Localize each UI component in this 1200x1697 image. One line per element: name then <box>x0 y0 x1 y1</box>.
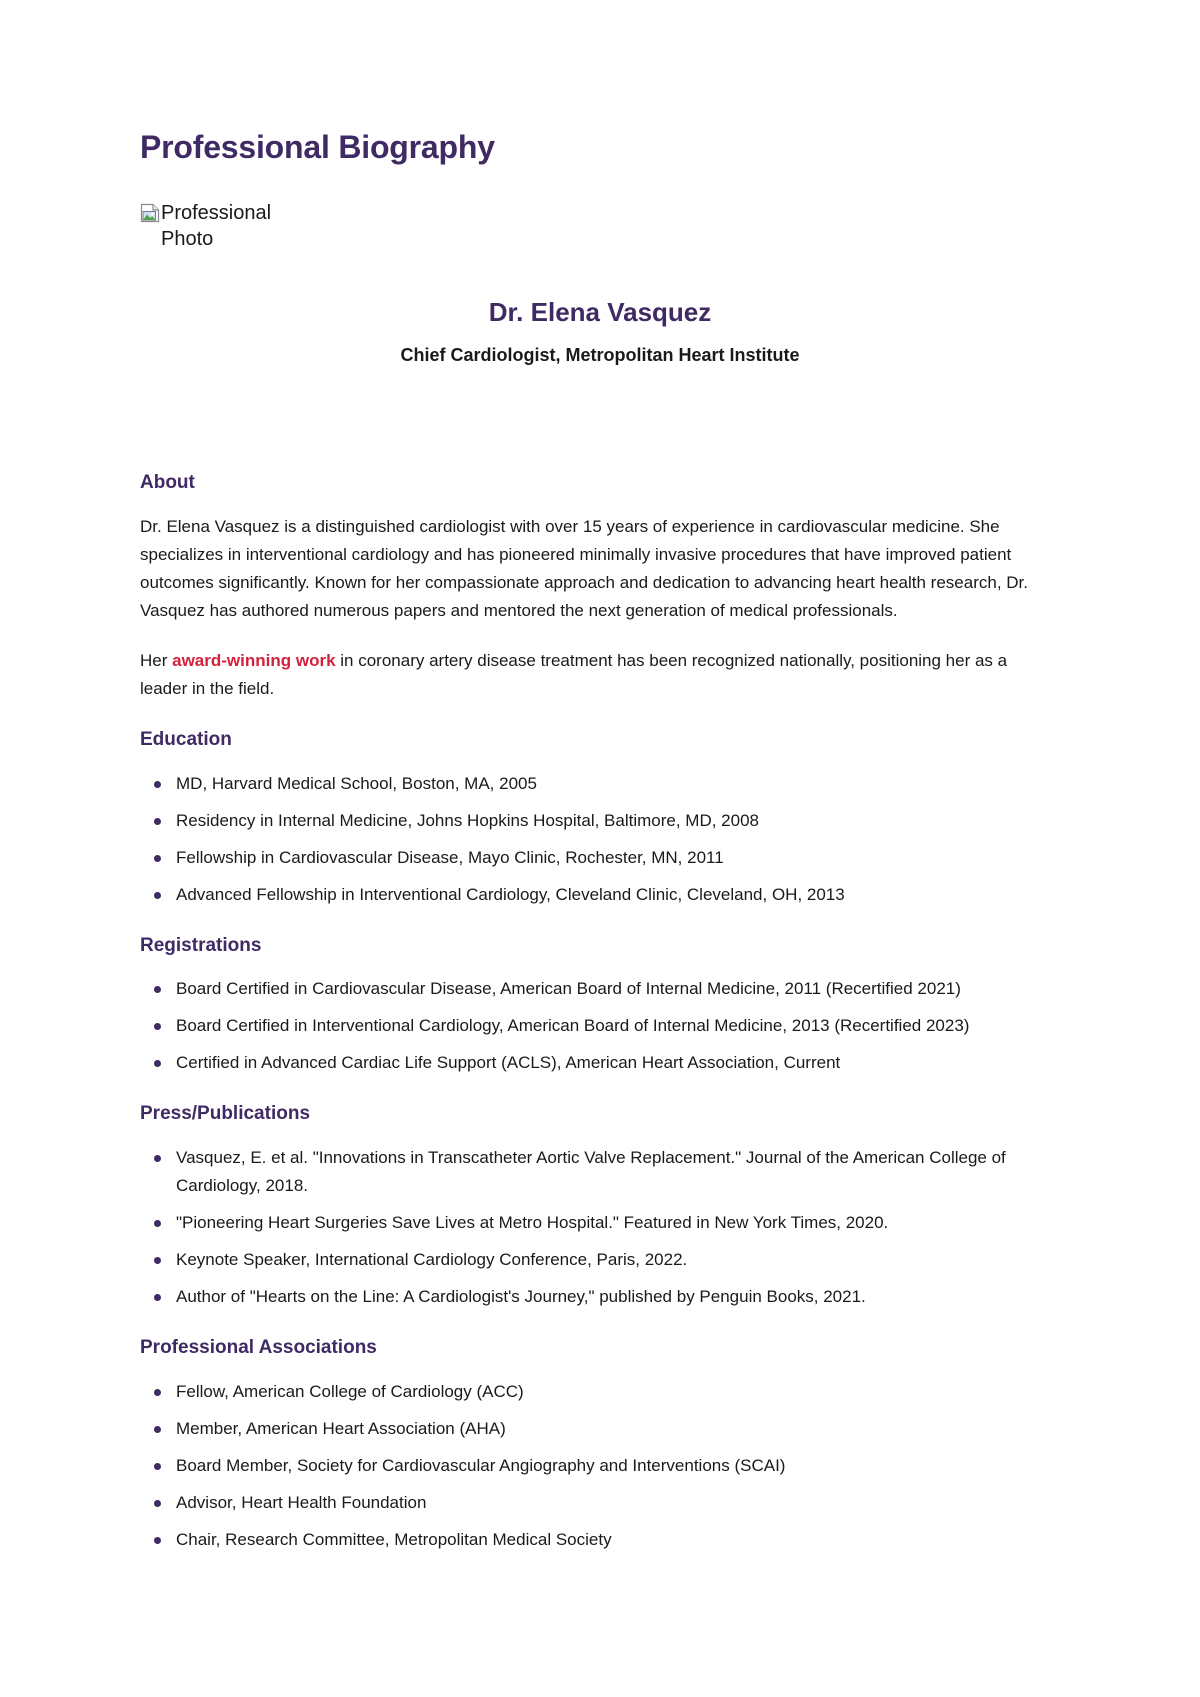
list-item: Advanced Fellowship in Interventional Cardiology, Cleveland Clinic, Cleveland, OH, 2013 <box>140 881 1050 909</box>
section-education <box>140 729 1060 909</box>
about-paragraph-2-suffix: in coronary artery disease treatment has been recognized nationally, positioning her as a leader in the field. <box>140 650 1008 698</box>
broken-image-icon <box>140 203 160 223</box>
about-highlight-text: award-winning work <box>172 650 336 670</box>
list-item: Board Certified in Cardiovascular Disease, American Board of Internal Medicine, 2011 (Recertified 2021) <box>140 975 1050 1003</box>
gap <box>140 703 1060 729</box>
press-publications-list <box>140 1144 1050 1311</box>
person-name: Dr. Elena Vasquez <box>488 297 712 328</box>
list-item: Chair, Research Committee, Metropolitan Medical Society <box>140 1526 1050 1554</box>
person-role: Chief Cardiologist, Metropolitan Heart Institute <box>400 344 800 365</box>
header-spacer <box>140 368 1060 472</box>
page-title: Professional Biography <box>140 129 495 165</box>
section-heading-professional-associations: Professional Associations <box>140 1337 377 1359</box>
about-paragraph-2-prefix: Her <box>140 650 173 670</box>
gap <box>140 909 1060 935</box>
list-item: Residency in Internal Medicine, Johns Hopkins Hospital, Baltimore, MD, 2008 <box>140 807 1050 835</box>
professional-associations-list <box>140 1378 1050 1554</box>
list-item: "Pioneering Heart Surgeries Save Lives at Metro Hospital." Featured in New York Times, 2020. <box>140 1209 1050 1237</box>
list-item: MD, Harvard Medical School, Boston, MA, 2005 <box>140 770 1050 798</box>
person-header <box>140 296 1060 368</box>
gap <box>140 1077 1060 1103</box>
list-item: Author of "Hearts on the Line: A Cardiologist's Journey," published by Penguin Books, 2021. <box>140 1283 1050 1311</box>
gap <box>140 1311 1060 1337</box>
list-item: Vasquez, E. et al. "Innovations in Transcatheter Aortic Valve Replacement." Journal of the American College of Cardiology, 2018. <box>140 1144 1050 1200</box>
list-item: Fellow, American College of Cardiology (ACC) <box>140 1378 1050 1406</box>
section-heading-press-publications: Press/Publications <box>140 1103 311 1125</box>
broken-image-alt-text: Professional Photo <box>161 202 272 251</box>
about-paragraph-1: Dr. Elena Vasquez is a distinguished cardiologist with over 15 years of experience in cardiovascular medicine. She specializes in interventional cardiology and has pioneered minimally invasive procedures that have improved patient outcomes significantly. Known for her compassionate approach and dedication to advancing heart health research, Dr. Vasquez has authored numerous papers and mentored the next generation of medical professionals. <box>140 516 1028 620</box>
list-item: Member, American Heart Association (AHA) <box>140 1415 1050 1443</box>
registrations-list <box>140 975 1050 1077</box>
profile-photo-block <box>140 200 1060 252</box>
education-list <box>140 770 1050 909</box>
section-heading-registrations: Registrations <box>140 934 262 956</box>
broken-image-placeholder <box>140 200 300 252</box>
list-item: Fellowship in Cardiovascular Disease, Mayo Clinic, Rochester, MN, 2011 <box>140 844 1050 872</box>
list-item: Advisor, Heart Health Foundation <box>140 1489 1050 1517</box>
list-item: Board Certified in Interventional Cardiology, American Board of Internal Medicine, 2013 (Recertified 2023) <box>140 1012 1050 1040</box>
about-paragraph-2 <box>140 647 1050 703</box>
section-professional-associations <box>140 1337 1060 1554</box>
section-press-publications <box>140 1103 1060 1311</box>
section-registrations <box>140 935 1060 1078</box>
section-heading-about: About <box>140 472 195 494</box>
list-item: Board Member, Society for Cardiovascular Angiography and Interventions (SCAI) <box>140 1452 1050 1480</box>
section-about <box>140 472 1060 703</box>
list-item: Certified in Advanced Cardiac Life Support (ACLS), American Heart Association, Current <box>140 1049 1050 1077</box>
section-heading-education: Education <box>140 728 232 750</box>
list-item: Keynote Speaker, International Cardiology Conference, Paris, 2022. <box>140 1246 1050 1274</box>
